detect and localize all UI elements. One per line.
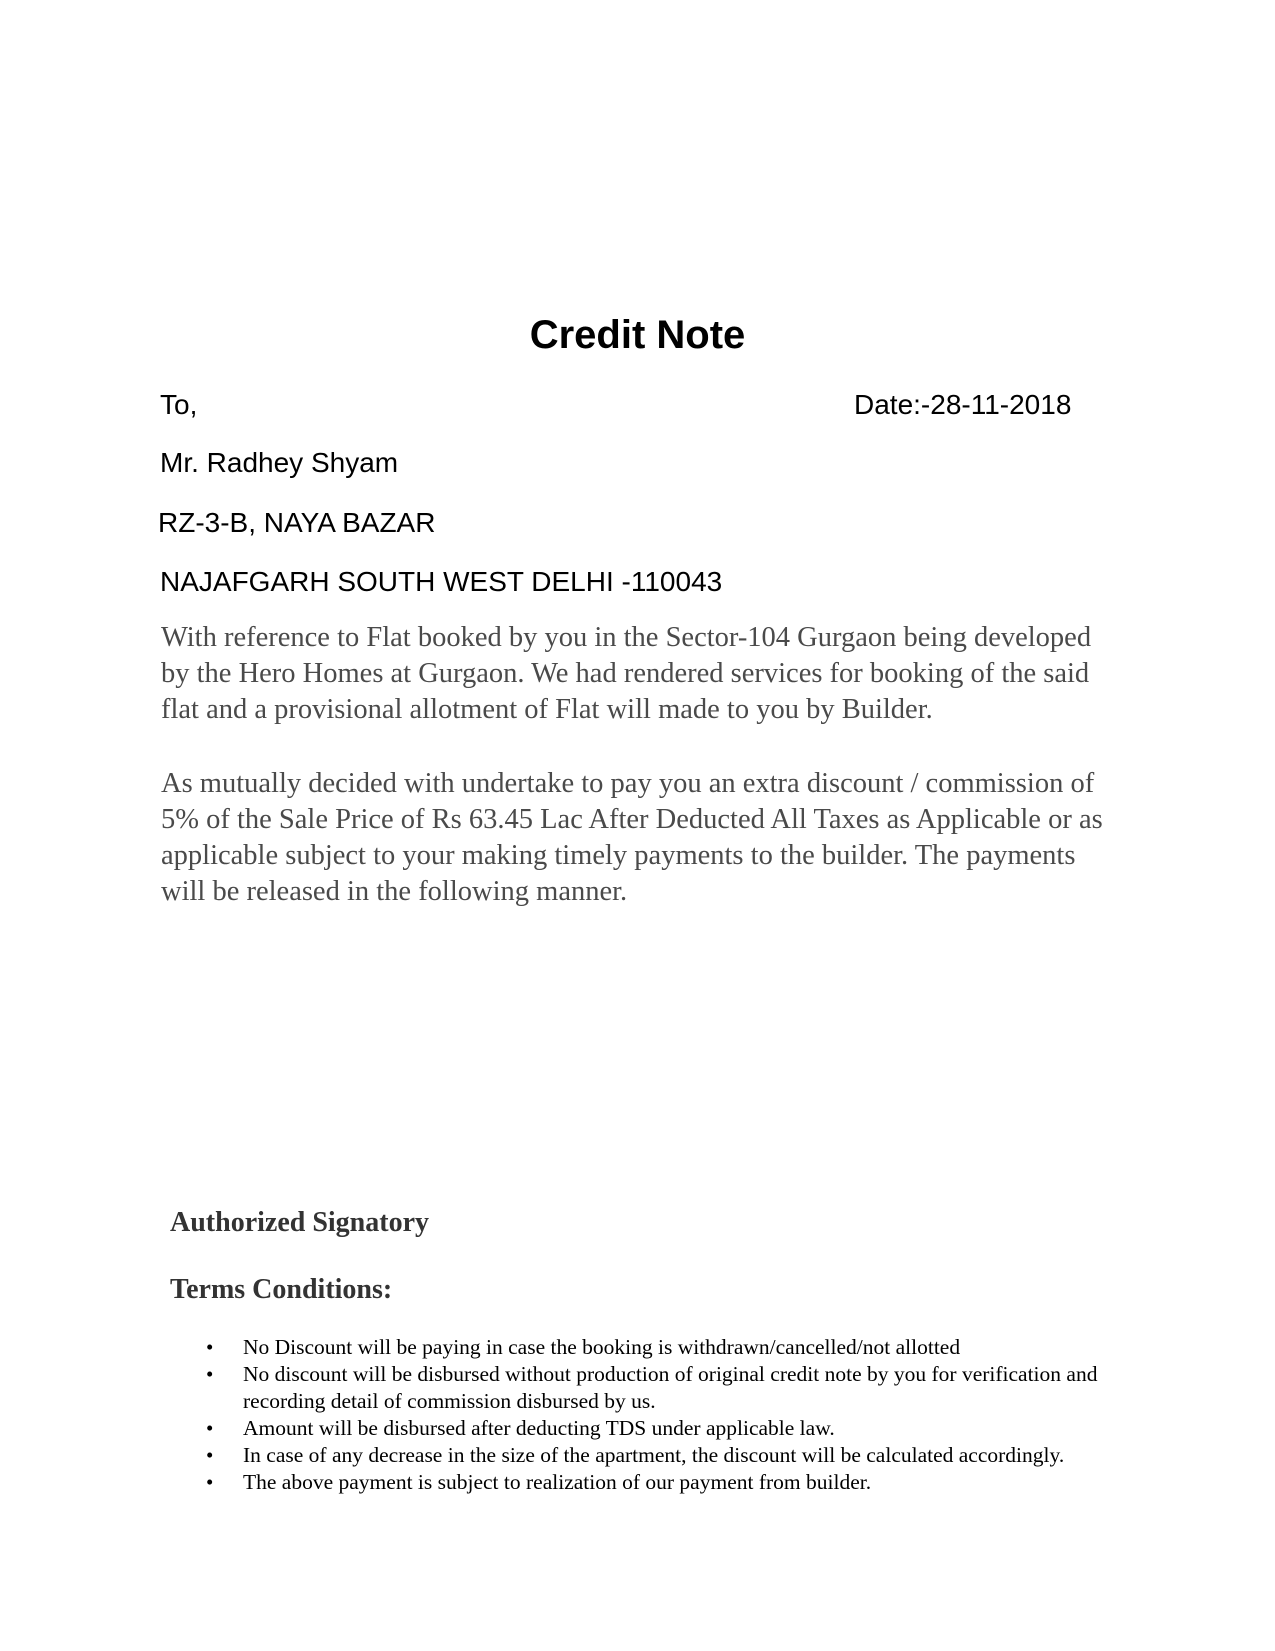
term-text: In case of any decrease in the size of the apartment, the discount will be calculated accordingly.: [243, 1443, 1065, 1467]
recipient-address-line-2: NAJAFGARH SOUTH WEST DELHI -110043: [160, 566, 723, 597]
document-title: Credit Note: [529, 313, 746, 357]
bullet-icon: •: [206, 1362, 214, 1386]
term-text: No discount will be disbursed without production of original credit note by you for verification and recording detail of commission disbursed by us.: [243, 1362, 1098, 1413]
bullet-icon: •: [206, 1416, 214, 1440]
body-paragraph-commission: As mutually decided with undertake to pay you an extra discount / commission of 5% of the Sale Price of Rs 63.45 Lac After Deducted All Taxes as Applicable or as applicable subject to your making timely payments to the builder. The payments will be released in the following manner.: [161, 768, 1103, 907]
terms-list-item: [0, 1361, 1275, 1415]
terms-list-item: [0, 1334, 1275, 1361]
term-text: No Discount will be paying in case the booking is withdrawn/cancelled/not allotted: [243, 1335, 961, 1359]
term-text: Amount will be disbursed after deducting TDS under applicable law.: [243, 1416, 835, 1440]
body-paragraph-reference: With reference to Flat booked by you in the Sector-104 Gurgaon being developed by the Hero Homes at Gurgaon. We had rendered services for booking of the said flat and a provisional allotment of Flat will made to you by Builder.: [161, 622, 1092, 725]
terms-heading: Terms Conditions:: [170, 1274, 393, 1305]
bullet-icon: •: [206, 1335, 214, 1359]
bullet-icon: •: [206, 1443, 214, 1467]
document-date: Date:-28-11-2018: [854, 389, 1072, 420]
authorized-signatory: Authorized Signatory: [170, 1207, 429, 1238]
terms-list-item: [0, 1469, 1275, 1496]
bullet-icon: •: [206, 1470, 214, 1494]
terms-list-item: [0, 1415, 1275, 1442]
recipient-address-line-1: RZ-3-B, NAYA BAZAR: [158, 507, 436, 538]
terms-list: [0, 1334, 1275, 1496]
to-label: To,: [160, 389, 198, 420]
terms-list-item: [0, 1442, 1275, 1469]
recipient-name: Mr. Radhey Shyam: [160, 447, 399, 478]
term-text: The above payment is subject to realization of our payment from builder.: [243, 1470, 872, 1494]
